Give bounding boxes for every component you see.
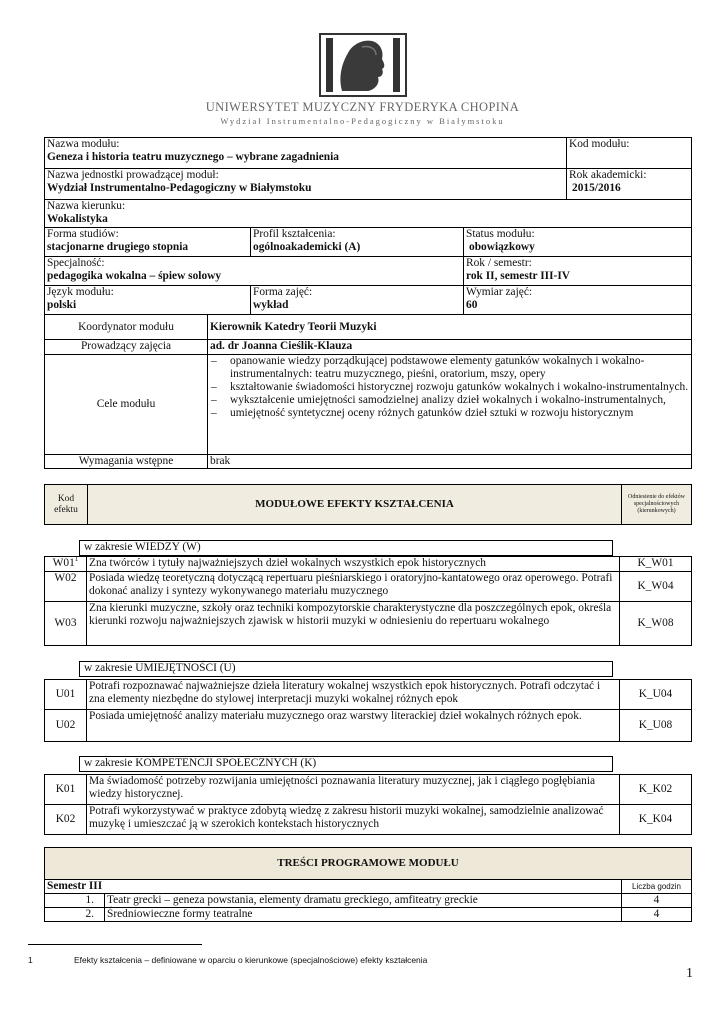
hours-cell (464, 286, 692, 315)
footnote-text: Efekty kształcenia – definiowane w oparciu o kierunkowe (specjalnościowe) efekty kształcenia (74, 955, 428, 965)
unit-label: Nazwa jednostki prowadzącej moduł: (47, 169, 219, 181)
footnote-divider (28, 944, 202, 945)
program-item-text: Teatr grecki – geneza powstania, elementy dramatu greckiego, amfiteatry greckie (105, 894, 622, 908)
table-row (45, 572, 692, 602)
outcomes-header-row (45, 485, 692, 525)
language-value: polski (47, 299, 77, 311)
year-semester-value: rok II, semestr III-IV (466, 270, 570, 282)
module-name-label: Nazwa modułu: (47, 138, 120, 150)
status-label: Status modułu: (466, 228, 535, 240)
faculty-name: Wydział Instrumentalno-Pedagogiczny w Białymstoku (220, 116, 505, 126)
outcome-text: Posiada wiedzę teoretyczną dotyczącą repertuaru pieśniarskiego i oratoryjno-kantatowego oraz operowego. Potrafi dokonać analizy i syntezy wykonywanego materiału muzycznego (87, 572, 620, 602)
module-name-value: Geneza i historia teatru muzycznego – wybrane zagadnienia (47, 151, 340, 163)
outcome-code-header: Kod efektu (45, 485, 88, 525)
table-row (45, 805, 692, 835)
semester-label: Semestr III (45, 880, 622, 894)
goals-label: Cele modułu (45, 355, 208, 455)
outcome-ref: K_W08 (620, 602, 692, 646)
outcome-ref: K_U08 (620, 710, 692, 742)
table-row (45, 775, 692, 805)
outcome-text: Zna twórców i tytuły najważniejszych dzieł wokalnych wszystkich epok historycznych (87, 557, 620, 572)
module-code-label: Kod modułu: (569, 138, 630, 150)
table-row (45, 680, 692, 710)
knowledge-section-label: w zakresie WIEDZY (W) (80, 541, 613, 556)
goal-item: – umiejętność syntetycznej oceny różnych gatunków dzieł sztuki w rozwoju historycznym (210, 407, 689, 420)
skills-table (44, 679, 692, 742)
footnote-marker: 1 (74, 555, 79, 564)
specialty-row (45, 257, 692, 286)
program-item-hours: 4 (622, 908, 692, 922)
class-form-value: wykład (253, 299, 289, 311)
knowledge-table (44, 556, 692, 646)
language-cell (45, 286, 251, 315)
hours-header: Liczba godzin (622, 880, 692, 894)
page-number: 1 (686, 966, 693, 981)
unit-cell (45, 169, 567, 200)
outcome-text: Potrafi wykorzystywać w praktyce zdobytą wiedzę z zakresu historii muzyki wokalnej, samodzielnie analizować muzykę i umieszczać ją w szerokich kontekstach historycznych (87, 805, 620, 835)
outcome-code-text: W01 (52, 557, 75, 569)
requirements-value: brak (208, 455, 692, 469)
semester-row (45, 880, 692, 894)
university-name: UNIWERSYTET MUZYCZNY FRYDERYKA CHOPINA (205, 100, 520, 114)
program-item-hours: 4 (622, 894, 692, 908)
outcome-code: K02 (45, 805, 87, 835)
outcome-code: U01 (45, 680, 87, 710)
outcome-text: Zna kierunki muzyczne, szkoły oraz techniki kompozytorskie charakterystyczne dla poszczególnych epok, określa kierunki rozwoju najważniejszych zjawisk w historii muzyki w odniesieniu do repertuaru wokalnego (87, 602, 620, 646)
profile-label: Profil kształcenia: (253, 228, 336, 240)
status-value: obowiązkowy (469, 241, 535, 253)
field-value: Wokalistyka (47, 213, 108, 225)
specialty-cell (45, 257, 464, 286)
goal-item: – kształtowanie świadomości historycznej rozwoju gatunków wokalnych i wokalno-instrumentalnych. (210, 381, 689, 394)
study-form-value: stacjonarne drugiego stopnia (47, 241, 189, 253)
study-form-label: Forma studiów: (47, 228, 119, 240)
outcome-ref: K_U04 (620, 680, 692, 710)
outcome-code: W03 (45, 602, 87, 646)
goal-item: – wykształcenie umiejętności samodzielnej analizy dzieł wokalnych i wokalno-instrumentalnych, (210, 394, 689, 407)
footnote-number: 1 (28, 955, 33, 965)
goals-list (210, 355, 689, 420)
goals-cell (208, 355, 692, 455)
table-row (45, 602, 692, 646)
table-row (45, 710, 692, 742)
unit-row (45, 169, 692, 200)
outcome-ref: K_W04 (620, 572, 692, 602)
profile-value: ogólnoakademicki (A) (253, 241, 361, 253)
field-cell (45, 200, 692, 228)
coordinator-label: Koordynator modułu (45, 315, 208, 340)
academic-year-label: Rok akademicki: (569, 169, 647, 181)
year-semester-cell (464, 257, 692, 286)
class-form-cell (251, 286, 464, 315)
outcome-text: Posiada umiejętność analizy materiału muzycznego oraz warstwy literackiej dzieł wokalnych różnych epok. (87, 710, 620, 742)
outcome-text: Potrafi rozpoznawać najważniejsze dzieła literatury wokalnej wszystkich epok historycznych. Potrafi odczytać i zna elementy niezbędne do stylowej interpretacji muzyki wokalnej różnych epok (87, 680, 620, 710)
field-label: Nazwa kierunku: (47, 200, 126, 212)
outcomes-header-table (44, 484, 692, 525)
module-name-row (45, 138, 692, 169)
outcome-ref: K_K02 (620, 775, 692, 805)
social-section-label: w zakresie KOMPETENCJI SPOŁECZNYCH (K) (80, 757, 613, 772)
requirements-label: Wymagania wstępne (45, 455, 208, 469)
table-row (45, 557, 692, 572)
outcome-ref-header: Odniesienie do efektów specjalnościowych (kierunkowych) (622, 485, 692, 525)
outcome-code (45, 557, 87, 572)
outcome-code: U02 (45, 710, 87, 742)
skills-label-table (79, 661, 613, 677)
outcome-code: K01 (45, 775, 87, 805)
module-info-table (44, 137, 692, 469)
program-item-text: Średniowieczne formy teatralne (105, 908, 622, 922)
program-item-number: 2. (45, 908, 105, 922)
academic-year-value: 2015/2016 (572, 182, 621, 194)
teacher-value: ad. dr Joanna Cieślik-Klauza (208, 340, 692, 355)
language-row (45, 286, 692, 315)
skills-section-label: w zakresie UMIEJĘTNOŚCI (U) (80, 662, 613, 677)
outcome-code: W02 (45, 572, 87, 602)
language-label: Język modułu: (47, 286, 114, 298)
class-form-label: Forma zajęć: (253, 286, 313, 298)
module-name-cell (45, 138, 567, 169)
table-row (45, 894, 692, 908)
outcomes-title: MODUŁOWE EFEKTY KSZTAŁCENIA (88, 485, 622, 525)
program-title: TREŚCI PROGRAMOWE MODUŁU (45, 848, 692, 880)
hours-label: Wymiar zajęć: (466, 286, 533, 298)
outcome-ref: K_K04 (620, 805, 692, 835)
requirements-row (45, 455, 692, 469)
unit-value: Wydział Instrumentalno-Pedagogiczny w Białymstoku (47, 182, 312, 194)
study-row (45, 228, 692, 257)
goal-item: – opanowanie wiedzy porządkującej podstawowe elementy gatunków wokalnych i wokalno-instrumentalnych: teatru muzycznego, pieśni, oratorium, mszy, opery (210, 355, 689, 381)
teacher-label: Prowadzący zajęcia (45, 340, 208, 355)
outcome-ref: K_W01 (620, 557, 692, 572)
study-form-cell (45, 228, 251, 257)
coordinator-value: Kierownik Katedry Teorii Muzyki (208, 315, 692, 340)
academic-year-cell (567, 169, 692, 200)
specialty-value: pedagogika wokalna – śpiew solowy (47, 270, 222, 282)
coordinator-row (45, 315, 692, 340)
social-table (44, 774, 692, 835)
field-row (45, 200, 692, 228)
social-label-table (79, 756, 613, 772)
goals-row (45, 355, 692, 455)
program-item-number: 1. (45, 894, 105, 908)
program-title-row (45, 848, 692, 880)
module-code-cell (567, 138, 692, 169)
outcome-text: Ma świadomość potrzeby rozwijania umiejętności poznawania literatury muzycznej, jak i ciągłego pogłębiania wiedzy historycznej. (87, 775, 620, 805)
program-table (44, 847, 692, 922)
hours-value: 60 (466, 299, 478, 311)
profile-cell (251, 228, 464, 257)
university-logo-icon (318, 33, 408, 97)
knowledge-label-table (79, 540, 613, 556)
table-row (45, 908, 692, 922)
university-logo (318, 33, 408, 97)
teacher-row (45, 340, 692, 355)
year-semester-label: Rok / semestr: (466, 257, 532, 269)
specialty-label: Specjalność: (47, 257, 105, 269)
status-cell (464, 228, 692, 257)
